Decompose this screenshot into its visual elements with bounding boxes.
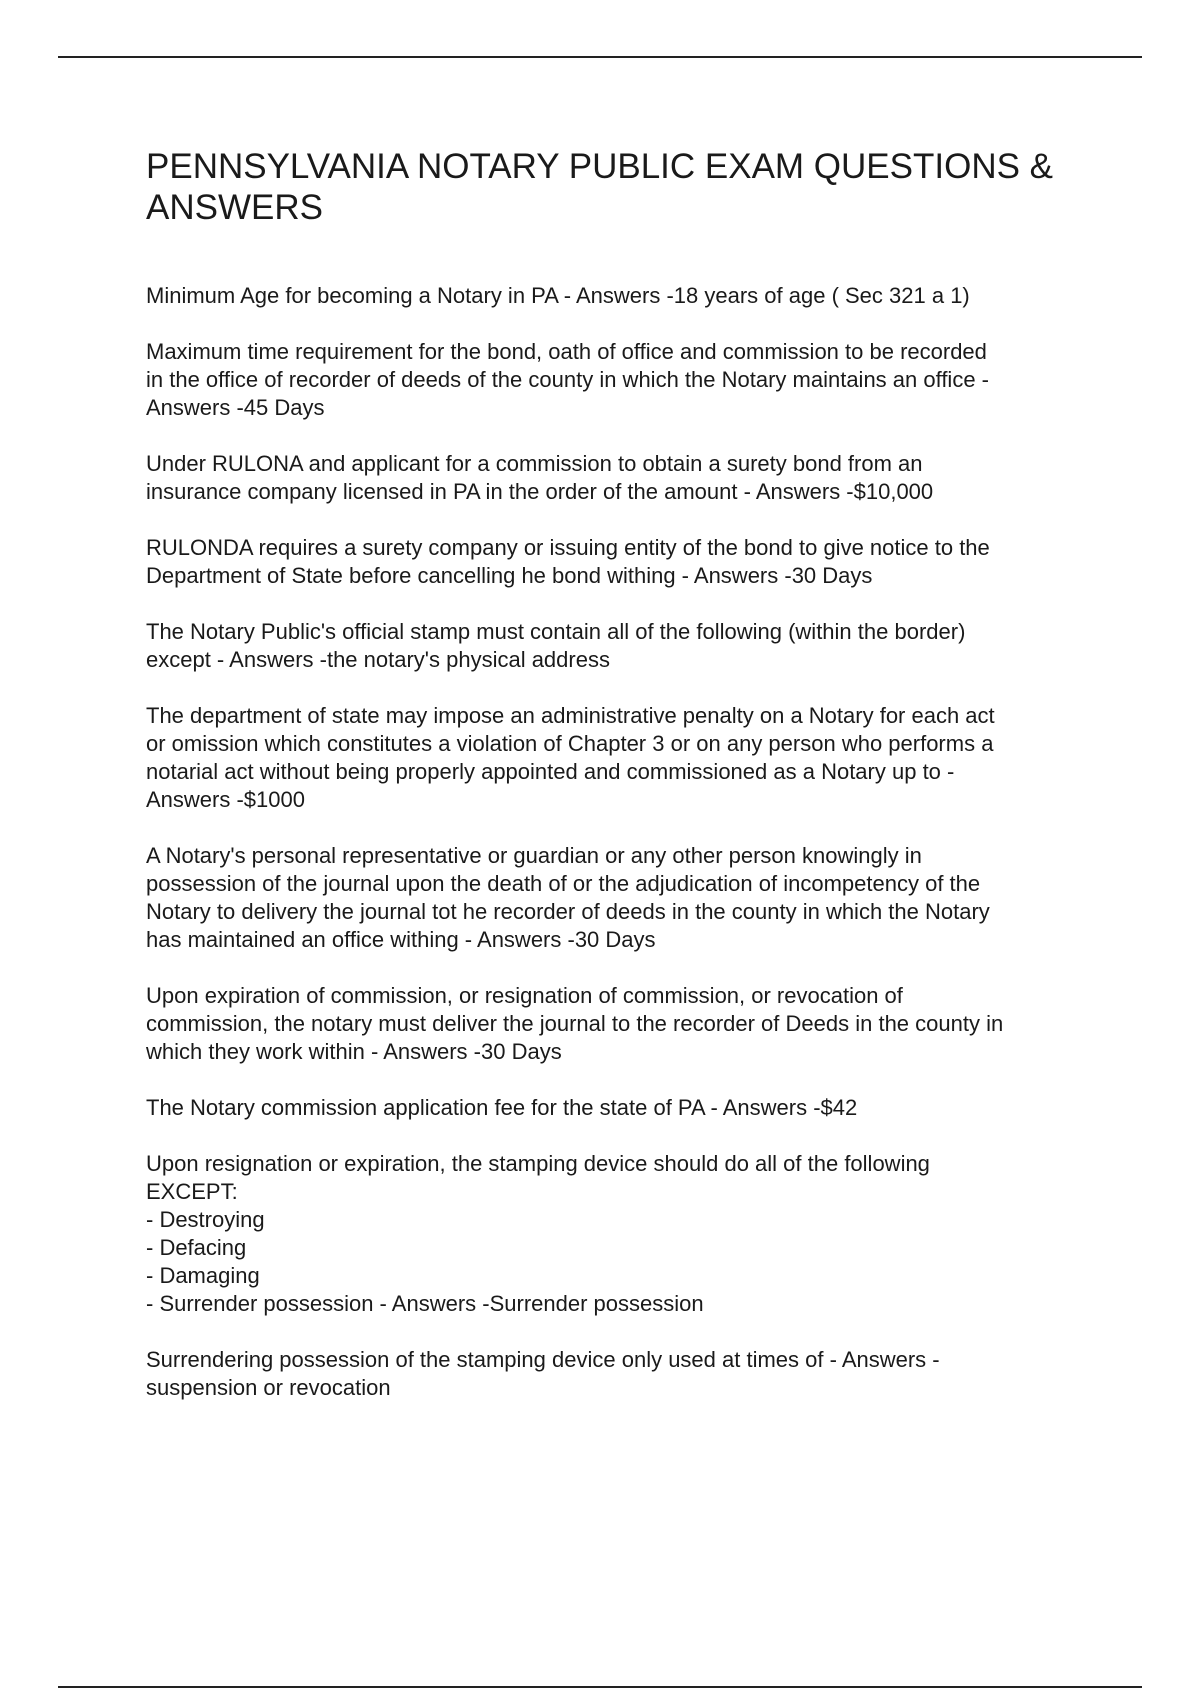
qa-item-10: Upon resignation or expiration, the stamping device should do all of the following EXCEPT: - Destroying - Defacing - Damaging - Surrender possession - Answers -Surrender possession	[146, 1151, 930, 1316]
document-title: PENNSYLVANIA NOTARY PUBLIC EXAM QUESTIONS & ANSWERS	[146, 147, 1054, 227]
qa-item-5: The Notary Public's official stamp must contain all of the following (within the border) except - Answers -the notary's physical address	[146, 619, 966, 672]
document-body	[146, 146, 1096, 1430]
qa-item-7: A Notary's personal representative or guardian or any other person knowingly in possession of the journal upon the death of or the adjudication of incompetency of the Notary to delivery the journal tot he recorder of deeds in the county in which the Notary has maintained an office withing - Answers -30 Days	[146, 843, 990, 952]
qa-item-9: The Notary commission application fee for the state of PA - Answers -$42	[146, 1095, 858, 1120]
qa-item-4: RULONDA requires a surety company or issuing entity of the bond to give notice to the Department of State before cancelling he bond withing - Answers -30 Days	[146, 535, 990, 588]
top-divider	[58, 56, 1142, 58]
qa-item-1: Minimum Age for becoming a Notary in PA - Answers -18 years of age ( Sec 321 a 1)	[146, 283, 970, 308]
bottom-divider	[58, 1686, 1142, 1688]
qa-item-8: Upon expiration of commission, or resignation of commission, or revocation of commission, the notary must deliver the journal to the recorder of Deeds in the county in which they work within - Answers -30 Days	[146, 983, 1004, 1064]
qa-item-11: Surrendering possession of the stamping device only used at times of - Answers - suspension or revocation	[146, 1347, 940, 1400]
qa-item-2: Maximum time requirement for the bond, oath of office and commission to be recorded in the office of recorder of deeds of the county in which the Notary maintains an office - Answers -45 Days	[146, 339, 989, 420]
qa-item-6: The department of state may impose an administrative penalty on a Notary for each act or omission which constitutes a violation of Chapter 3 or on any person who performs a notarial act without being properly appointed and commissioned as a Notary up to - Answers -$1000	[146, 703, 995, 812]
qa-item-3: Under RULONA and applicant for a commission to obtain a surety bond from an insurance company licensed in PA in the order of the amount - Answers -$10,000	[146, 451, 934, 504]
